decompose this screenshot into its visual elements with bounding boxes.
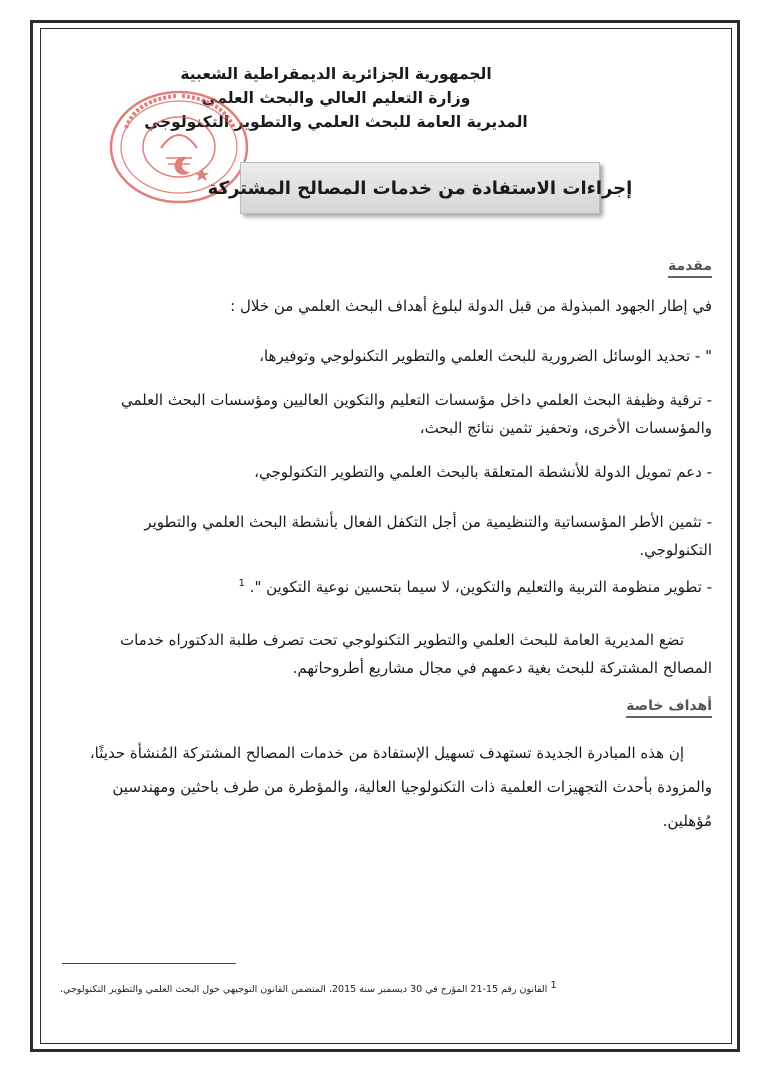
header-line-ministry: وزارة التعليم العالي والبحث العلمي: [201, 89, 471, 107]
footnote-number: 1: [550, 980, 557, 991]
objectives-line-2: والمزودة بأحدث التجهيزات العلمية ذات التكنولوجيا العالية، والمؤطرة من طرف باحثين ومهندسين: [112, 778, 712, 796]
list-item-5: [60, 570, 712, 601]
list-item-4-line-2: التكنولوجي.: [639, 541, 712, 559]
list-item-4: [60, 508, 712, 564]
list-item-2-line-1: - ترقية وظيفة البحث العلمي داخل مؤسسات التعليم والتكوين العاليين ومؤسسات البحث العلمي: [120, 391, 712, 409]
objectives-line-1: إن هذه المبادرة الجديدة تستهدف تسهيل الإستفادة من خدمات المصالح المشتركة المُنشأة حديثًا،: [89, 744, 684, 762]
list-item-4-line-1: - تثمين الأطر المؤسساتية والتنظيمية من أجل التكفل الفعال بأنشطة البحث العلمي والتطوير: [144, 513, 712, 531]
list-item-1: " - تحديد الوسائل الضرورية للبحث العلمي والتطوير التكنولوجي وتوفيرها،: [259, 347, 712, 365]
intro-closing-line-1: تضع المديرية العامة للبحث العلمي والتطوير التكنولوجي تحت تصرف طلبة الدكتوراه خدمات: [120, 631, 684, 649]
objectives-line-3: مُؤهلين.: [662, 812, 712, 830]
footnote-text: القانون رقم 15-21 المؤرخ في 30 ديسمبر سنة 2015، المتضمن القانون التوجيهي حول البحث العلمي والتطوير التكنولوجي.: [60, 984, 548, 996]
section-heading-intro: مقدمة: [668, 258, 712, 278]
footnote-divider: [62, 963, 236, 964]
list-item-2-line-2: والمؤسسات الأخرى، وتحفيز تثمين نتائج البحث،: [419, 419, 712, 437]
objectives-paragraph: [60, 736, 712, 838]
intro-closing-line-2: المصالح المشتركة للبحث بغية دعمهم في مجال مشاريع أطروحاتهم.: [292, 659, 712, 677]
footnote: [60, 980, 700, 995]
intro-lead: في إطار الجهود المبذولة من قبل الدولة لبلوغ أهداف البحث العلمي من خلال :: [230, 297, 712, 315]
list-item-3: - دعم تمويل الدولة للأنشطة المتعلقة بالبحث العلمي والتطوير التكنولوجي،: [254, 463, 712, 481]
section-heading-objectives: أهداف خاصة: [626, 698, 712, 718]
document-title: إجراءات الاستفادة من خدمات المصالح المشتركة: [240, 162, 600, 214]
footnote-ref: 1: [238, 578, 245, 589]
intro-closing: [60, 626, 712, 682]
header-line-republic: الجمهورية الجزائرية الديمقراطية الشعبية: [180, 65, 492, 83]
list-item-5-text: - تطوير منظومة التربية والتعليم والتكوين، لا سيما بتحسين نوعية التكوين ".: [249, 578, 712, 596]
list-item-2: [60, 386, 712, 442]
header-line-directorate: المديرية العامة للبحث العلمي والتطوير التكنولوجي: [144, 113, 528, 131]
